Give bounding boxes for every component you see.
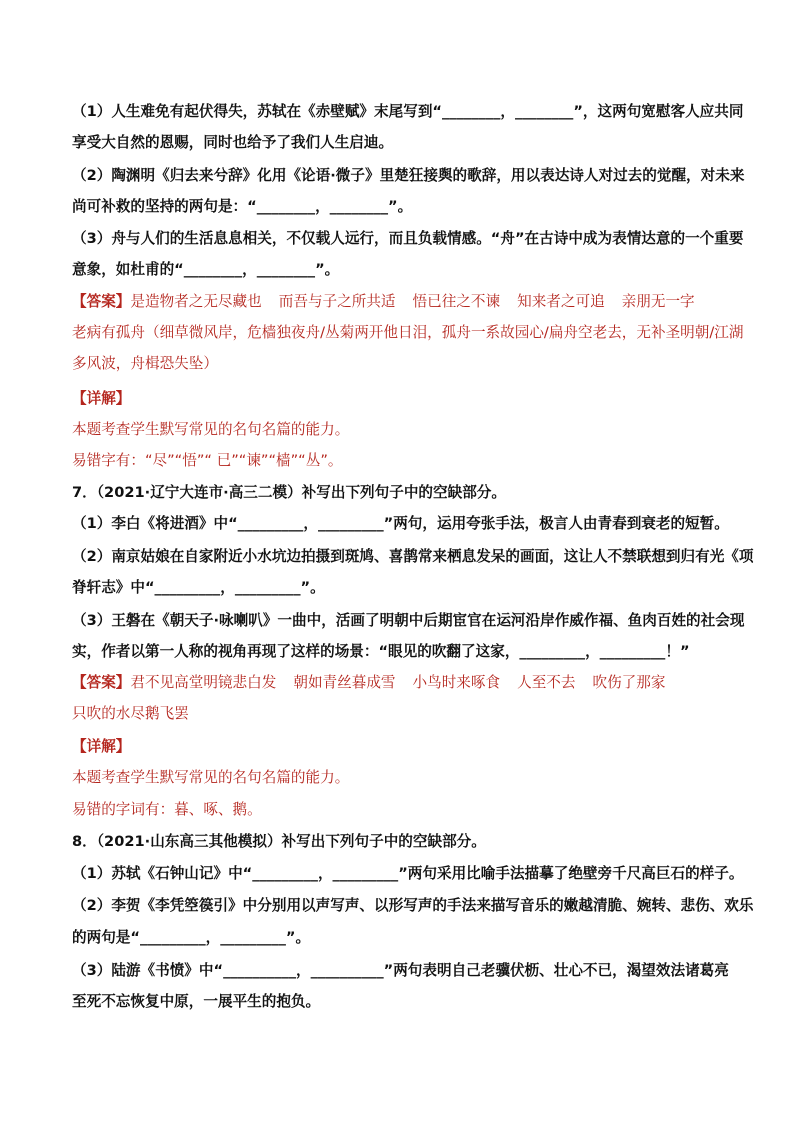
answer-item: 而吾与子之所共适	[278, 293, 396, 310]
s7-header: 7．（2021·辽宁大连市·高三二模）补写出下列句子中的空缺部分。	[72, 484, 506, 501]
s7-error-text: 易错的字词有：暮、啄、鹅。	[72, 801, 262, 818]
s6-detail-tag: 【详解】	[72, 390, 131, 407]
s6-q1-line2: 享受大自然的恩赐，同时也给予了我们人生启迪。	[72, 134, 394, 151]
s8-header: 8．（2021·山东高三其他模拟）补写出下列句子中的空缺部分。	[72, 833, 486, 850]
s6-q1-line1: （1）人生难免有起伏得失，苏轼在《赤壁赋》末尾写到“________，________”，这两句宽慰客人应共同	[72, 103, 744, 120]
answer-item: 君不见高堂明镜悲白发	[130, 674, 277, 691]
s6-error-text: 易错字有：“尽”“悟”“ 已”“谏”“樯”“丛”。	[72, 452, 343, 469]
s7-q2-line1: （2）南京姑娘在自家附近小水坑边拍摄到斑鸠、喜鹊常来栖息发呆的画面，这让人不禁联想到归有光《项	[72, 548, 754, 565]
answer-item: 朝如青丝暮成雪	[293, 674, 396, 691]
s6-q2-line2: 尚可补救的坚持的两句是：“________，________”。	[72, 198, 413, 215]
s6-q2-line1: （2）陶渊明《归去来兮辞》化用《论语·微子》里楚狂接舆的歌辞，用以表达诗人对过去的觉醒，对未来	[72, 167, 745, 184]
s6-q3-line2: 意象，如杜甫的“________，________”。	[72, 261, 340, 278]
s8-q3-line1: （3）陆游《书愤》中“__________，__________”两句表明自己老骥伏枥、壮心不已，渴望效法诸葛亮	[72, 962, 729, 979]
s7-answer-line	[72, 673, 665, 693]
s6-answer-line	[72, 292, 695, 312]
s7-q3-line2: 实，作者以第一人称的视角再现了这样的场景：“眼见的吹翻了这家，_________，_________！”	[72, 643, 690, 660]
answer-item: 悟已往之不谏	[412, 293, 501, 310]
s7-q3-line1: （3）王磐在《朝天子·咏喇叭》一曲中，活画了明朝中后期宦官在运河沿岸作威作福、鱼肉百姓的社会现	[72, 612, 745, 629]
s6-detail-text: 本题考查学生默写常见的名句名篇的能力。	[72, 421, 350, 438]
s7-q2-line2: 脊轩志》中“_________，_________”。	[72, 579, 325, 596]
answer-item: 知来者之可追	[517, 293, 605, 310]
s8-q2-line2: 的两句是“_________，_________”。	[72, 929, 311, 946]
answer-item: 人至不去	[517, 674, 576, 691]
s8-q3-line2: 至死不忘恢复中原，一展平生的抱负。	[72, 993, 321, 1010]
s6-answer-cont-1: 老病有孤舟（细草微风岸，危樯独夜舟/丛菊两开他日泪，孤舟一系故园心/扁舟空老去，无补圣明朝/江湖	[72, 324, 744, 341]
s6-q3-line1: （3）舟与人们的生活息息相关，不仅载人远行，而且负载情感。“舟”在古诗中成为表情达意的一个重要	[72, 230, 744, 247]
s7-detail-text: 本题考查学生默写常见的名句名篇的能力。	[72, 769, 350, 786]
answer-item: 是造物者之无尽藏也	[130, 293, 262, 310]
answer-tag: 【答案】	[72, 293, 131, 310]
answer-item: 亲朋无一字	[621, 293, 695, 310]
s6-answer-cont-2: 多风波，舟楫恐失坠）	[72, 355, 218, 372]
s8-q1-line1: （1）苏轼《石钟山记》中“_________，_________”两句采用比喻手法描摹了绝壁旁千尺高巨石的样子。	[72, 865, 744, 882]
s7-q1-line1: （1）李白《将进酒》中“_________，_________”两句，运用夸张手法，极言人由青春到衰老的短暂。	[72, 515, 729, 532]
answer-tag: 【答案】	[72, 674, 131, 691]
s7-answer-cont-1: 只吹的水尽鹅飞罢	[72, 705, 189, 722]
answer-item: 小鸟时来啄食	[412, 674, 501, 691]
answer-item: 吹伤了那家	[592, 674, 666, 691]
s8-q2-line1: （2）李贺《李凭箜篌引》中分别用以声写声、以形写声的手法来描写音乐的嫩越清脆、婉转、悲伤、欢乐	[72, 897, 754, 914]
s7-detail-tag: 【详解】	[72, 738, 131, 755]
